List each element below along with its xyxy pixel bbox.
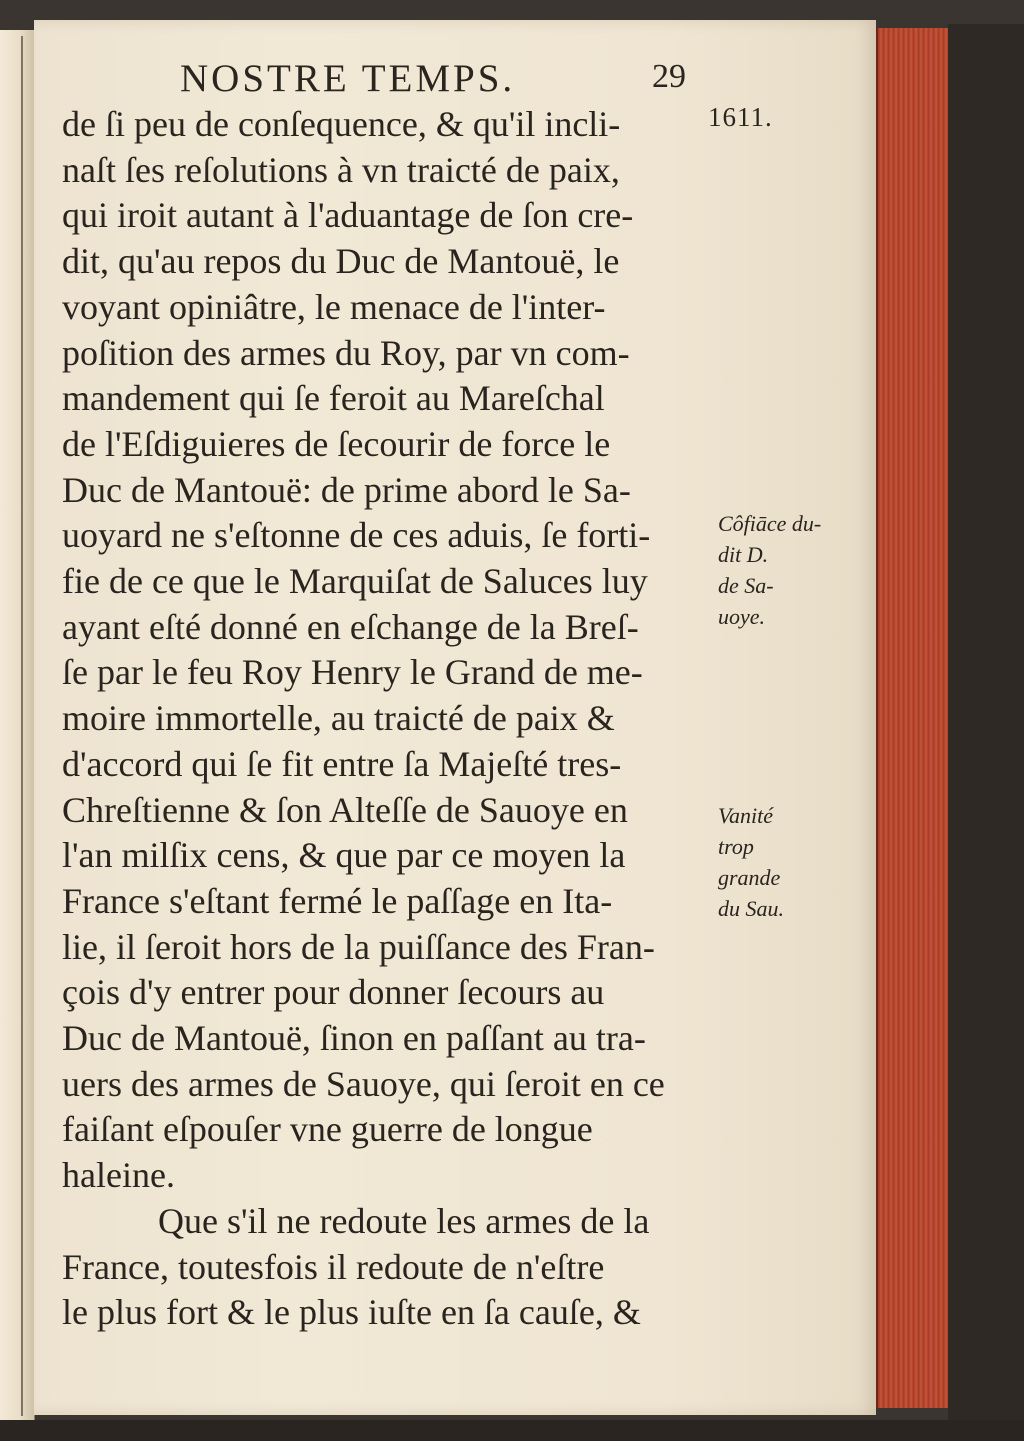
- margin-note-line: de Sa-: [718, 573, 774, 598]
- text-line: Duc de Mantouë, ſinon en paſſant au tra-: [62, 1018, 646, 1059]
- text-line: Duc de Mantouë: de prime abord le Sa-: [62, 469, 631, 510]
- text-line: mandement qui ſe feroit au Mareſchal: [62, 378, 605, 419]
- text-line: lie, il ſeroit hors de la puiſſance des Fran-: [62, 926, 655, 967]
- margin-note-line: grande: [718, 865, 781, 890]
- text-line: de l'Eſdiguieres de ſecourir de force le: [62, 423, 611, 464]
- text-line: de ſi peu de conſequence, & qu'il incli-: [62, 104, 621, 144]
- text-line-indented: Que s'il ne redoute les armes de la: [158, 1200, 650, 1241]
- text-line: faiſant eſpouſer vne guerre de longue: [62, 1109, 593, 1150]
- margin-note-line: uoye.: [718, 604, 766, 629]
- text-line: naſt ſes reſolutions à vn traicté de paix,: [62, 149, 620, 190]
- text-line: qui iroit autant à l'aduantage de ſon cre-: [62, 195, 634, 236]
- margin-note-confiance: [718, 508, 821, 632]
- page-edges-red: [876, 28, 950, 1408]
- background-bottom: [0, 1420, 1024, 1441]
- text-line: Chreſtienne & ſon Alteſſe de Sauoye en: [62, 789, 628, 830]
- text-line: France s'eſtant fermé le paſſage en Ita-: [62, 880, 613, 921]
- text-line: ayant eſté donné en eſchange de la Breſ-: [62, 606, 639, 647]
- page-number: 29: [652, 58, 686, 95]
- text-line: moire immortelle, au traicté de paix &: [62, 698, 615, 739]
- text-line: dit, qu'au repos du Duc de Mantouë, le: [62, 241, 620, 282]
- text-line: l'an milſix cens, & que par ce moyen la: [62, 835, 626, 876]
- text-line: poſition des armes du Roy, par vn com-: [62, 332, 630, 373]
- text-line: voyant opiniâtre, le menace de l'inter-: [62, 286, 606, 327]
- text-line: France, toutesfois il redoute de n'eſtre: [62, 1246, 605, 1287]
- margin-note-line: dit D.: [718, 542, 769, 567]
- book-cover: [948, 24, 1024, 1424]
- text-line: haleine.: [62, 1155, 175, 1196]
- text-line: çois d'y entrer pour donner ſecours au: [62, 972, 605, 1013]
- margin-note-line: Côfiāce du-: [718, 511, 822, 536]
- text-line: fie de ce que le Marquiſat de Saluces luy: [62, 561, 648, 602]
- margin-note-line: Vanité: [718, 803, 773, 828]
- text-line: d'accord qui ſe fit entre ſa Majeſté tres-: [62, 743, 622, 784]
- margin-year: 1611.: [708, 102, 773, 132]
- text-line: ſe par le feu Roy Henry le Grand de me-: [62, 652, 643, 693]
- text-line: uoyard ne s'eſtonne de ces aduis, ſe forti-: [62, 515, 651, 556]
- left-page-edge: [0, 30, 35, 1425]
- gutter-line: [21, 36, 23, 1416]
- text-line: uers des armes de Sauoye, qui ſeroit en ce: [62, 1063, 665, 1104]
- body-text: [62, 102, 722, 1336]
- running-head: NOSTRE TEMPS.: [180, 57, 516, 100]
- margin-note-line: du Sau.: [718, 896, 784, 921]
- margin-note-line: trop: [718, 834, 754, 859]
- text-line: le plus fort & le plus iuſte en ſa cauſe, &: [62, 1292, 641, 1333]
- margin-note-vanite: [718, 800, 784, 924]
